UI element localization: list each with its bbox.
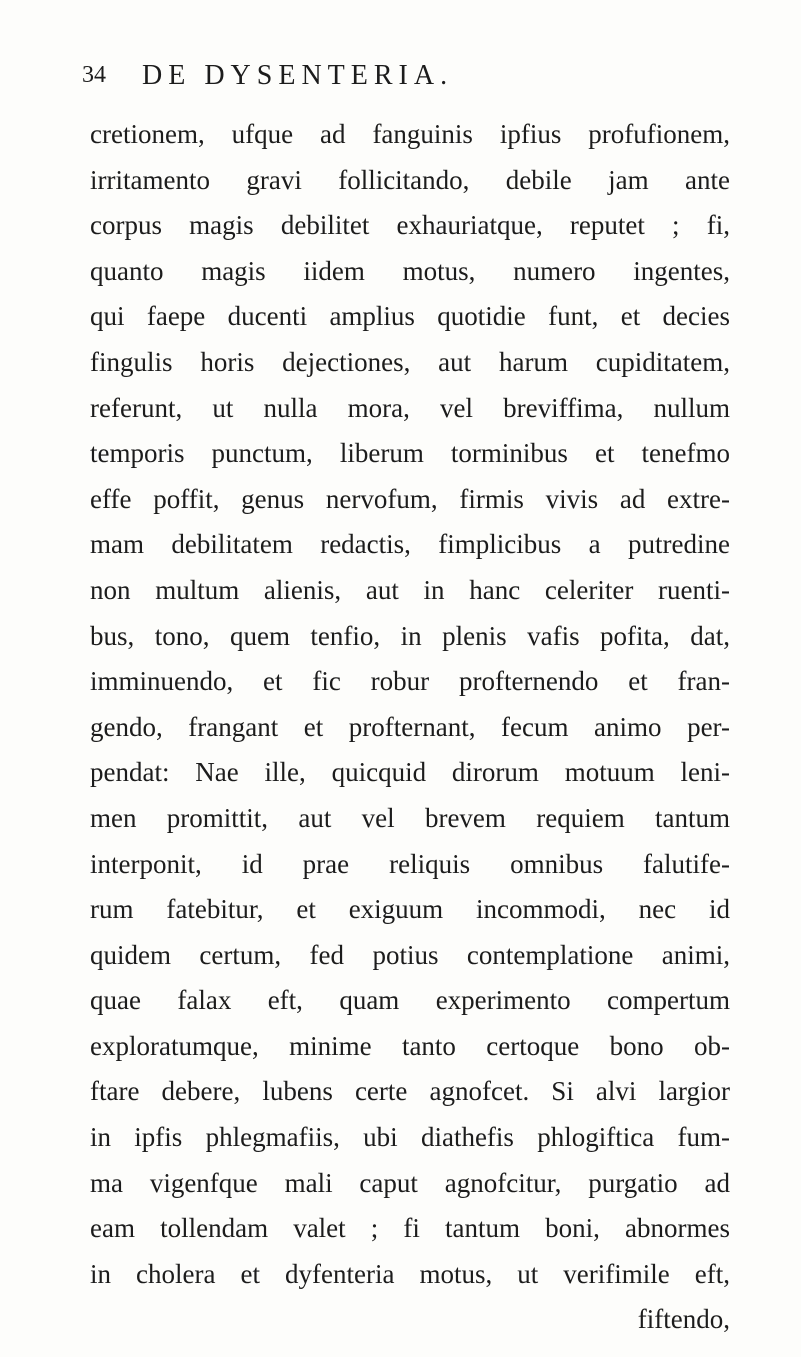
text-line: irritamento gravi follicitando, debile jam ante xyxy=(90,164,730,195)
page-number: 34 xyxy=(82,62,106,88)
text-line: in cholera et dyfenteria motus, ut verifimile eft, xyxy=(90,1258,730,1289)
text-line: quidem certum, fed potius contemplatione animi, xyxy=(90,939,730,970)
text-line: interponit, id prae reliquis omnibus falutife- xyxy=(90,848,730,879)
text-line: effe poffit, genus nervofum, firmis vivis ad extre- xyxy=(90,483,730,514)
text-line: fingulis horis dejectiones, aut harum cupiditatem, xyxy=(90,346,730,377)
text-line: men promittit, aut vel brevem requiem tantum xyxy=(90,802,730,833)
text-line: corpus magis debilitet exhauriatque, reputet ; fi, xyxy=(90,210,730,241)
text-line: bus, tono, quem tenfio, in plenis vafis pofita, dat, xyxy=(90,620,730,651)
text-line: cretionem, ufque ad fanguinis ipfius profufionem, xyxy=(90,119,730,149)
text-line: temporis punctum, liberum torminibus et tenefmo xyxy=(90,438,730,469)
text-line: imminuendo, et fic robur profternendo et fran- xyxy=(90,666,730,697)
text-line: ma vigenfque mali caput agnofcitur, purgatio ad xyxy=(90,1167,730,1198)
text-line: pendat: Nae ille, quicquid dirorum motuum leni- xyxy=(90,757,730,788)
text-line: gendo, frangant et profternant, fecum animo per- xyxy=(90,711,730,742)
text-line: quae falax eft, quam experimento compertum xyxy=(90,985,730,1016)
text-line: eam tollendam valet ; fi tantum boni, abnormes xyxy=(90,1213,730,1244)
text-line: ftare debere, lubens certe agnofcet. Si alvi largior xyxy=(90,1076,730,1107)
body-text xyxy=(90,112,730,1343)
text-line: quanto magis iidem motus, numero ingentes, xyxy=(90,255,730,286)
text-line: qui faepe ducenti amplius quotidie funt, et decies xyxy=(90,301,730,332)
page-header xyxy=(82,56,722,96)
running-title: DE DYSENTERIA. xyxy=(142,60,454,91)
text-line: exploratumque, minime tanto certoque bono ob- xyxy=(90,1030,730,1061)
text-line: mam debilitatem redactis, fimplicibus a putredine xyxy=(90,529,730,560)
text-line: in ipfis phlegmafiis, ubi diathefis phlogiftica fum- xyxy=(90,1122,730,1153)
text-line: fiftendo, xyxy=(637,1304,730,1335)
text-line: referunt, ut nulla mora, vel breviffima, nullum xyxy=(90,392,730,423)
text-line: non multum alienis, aut in hanc celeriter ruenti- xyxy=(90,574,730,605)
text-line: rum fatebitur, et exiguum incommodi, nec id xyxy=(90,894,730,925)
